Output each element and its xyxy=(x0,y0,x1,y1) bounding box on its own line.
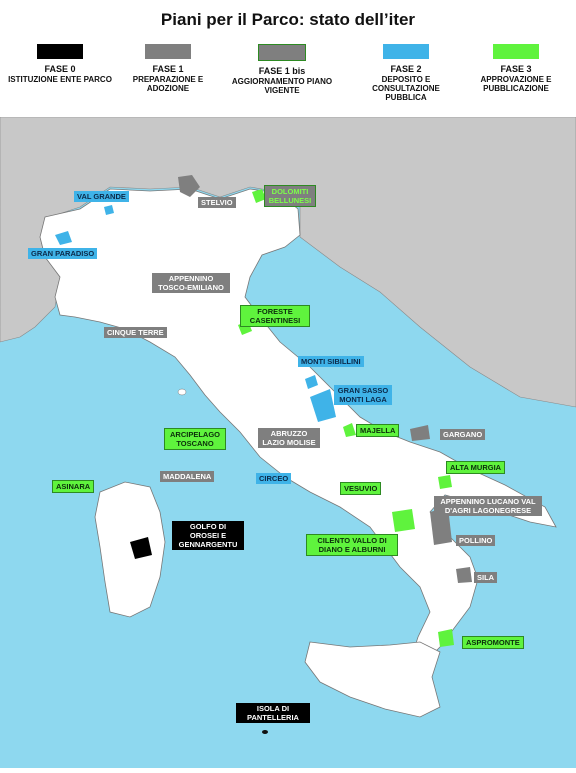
park-gran-sasso-label: GRAN SASSO MONTI LAGA xyxy=(334,385,392,405)
legend-phase-label: FASE 2 xyxy=(390,64,422,74)
park-sila-label: SILA xyxy=(474,572,497,583)
sardinia-island xyxy=(95,482,165,617)
legend-swatch-green xyxy=(493,44,539,59)
legend-swatch-black xyxy=(37,44,83,59)
park-foreste-label: FORESTE CASENTINESI xyxy=(240,305,310,327)
legend-phase-3 xyxy=(464,44,568,93)
legend-phase-desc: ISTITUZIONE ENTE PARCO xyxy=(8,75,112,84)
legend-phase-1 xyxy=(116,44,220,93)
legend-swatch-grey-green xyxy=(258,44,306,61)
legend-swatch-blue xyxy=(383,44,429,59)
park-pollino-label: POLLINO xyxy=(456,535,495,546)
park-asinara-label: ASINARA xyxy=(52,480,94,493)
legend-phase-label: FASE 0 xyxy=(44,64,76,74)
legend-phase-2 xyxy=(354,44,458,102)
park-pantelleria-label: ISOLA DI PANTELLERIA xyxy=(236,703,310,723)
legend-phase-label: FASE 1 bis xyxy=(258,66,306,76)
park-stelvio-label: STELVIO xyxy=(198,197,236,208)
park-cilento-label: CILENTO VALLO DI DIANO E ALBURNI xyxy=(306,534,398,556)
park-alta-murgia-label: ALTA MURGIA xyxy=(446,461,505,474)
pantelleria-island xyxy=(262,730,268,734)
park-arcipelago-label: ARCIPELAGO TOSCANO xyxy=(164,428,226,450)
legend-phase-0 xyxy=(8,44,112,84)
park-sibillini-label: MONTI SIBILLINI xyxy=(298,356,364,367)
park-abruzzo-label: ABRUZZO LAZIO MOLISE xyxy=(258,428,320,448)
park-dolomiti-label: DOLOMITI BELLUNESI xyxy=(264,185,316,207)
elba-island xyxy=(178,389,186,395)
legend-phase-1bis xyxy=(230,44,334,95)
park-aspromonte-shape xyxy=(438,629,454,647)
legend-phase-label: FASE 1 xyxy=(152,64,184,74)
legend-phase-label: FASE 3 xyxy=(500,64,532,74)
map-title: Piani per il Parco: stato dell’iter xyxy=(160,10,416,29)
sicily-island xyxy=(305,642,440,717)
park-vesuvio-label: VESUVIO xyxy=(340,482,381,495)
park-altamurgia-shape xyxy=(438,475,452,489)
legend-phase-desc: PREPARAZIONE E ADOZIONE xyxy=(132,75,204,93)
legend-phase-desc: DEPOSITO E CONSULTAZIONE PUBBLICA xyxy=(372,75,440,102)
park-gargano-shape xyxy=(410,425,430,441)
park-gargano-label: GARGANO xyxy=(440,429,485,440)
park-cinque-terre-label: CINQUE TERRE xyxy=(104,327,167,338)
park-majella-label: MAJELLA xyxy=(356,424,399,437)
park-appennino-lucano-label: APPENNINO LUCANO VAL D'AGRI LAGONEGRESE xyxy=(434,496,542,516)
park-circeo-label: CIRCEO xyxy=(256,473,291,484)
park-gran-paradiso-label: GRAN PARADISO xyxy=(28,248,97,259)
legend-swatch-grey xyxy=(145,44,191,59)
legend-phase-desc: AGGIORNAMENTO PIANO VIGENTE xyxy=(231,77,333,95)
park-golfo-orosei-label: GOLFO DI OROSEI E GENNARGENTU xyxy=(172,521,244,550)
legend-phase-desc: APPROVAZIONE E PUBBLICAZIONE xyxy=(480,75,552,93)
park-appennino-te-label: APPENNINO TOSCO-EMILIANO xyxy=(152,273,230,293)
park-val-grande-label: VAL GRANDE xyxy=(74,191,129,202)
park-sila-shape xyxy=(456,567,472,583)
park-cilento-shape xyxy=(392,509,415,532)
park-aspromonte-label: ASPROMONTE xyxy=(462,636,524,649)
park-maddalena-label: MADDALENA xyxy=(160,471,214,482)
italy-map xyxy=(0,117,576,768)
